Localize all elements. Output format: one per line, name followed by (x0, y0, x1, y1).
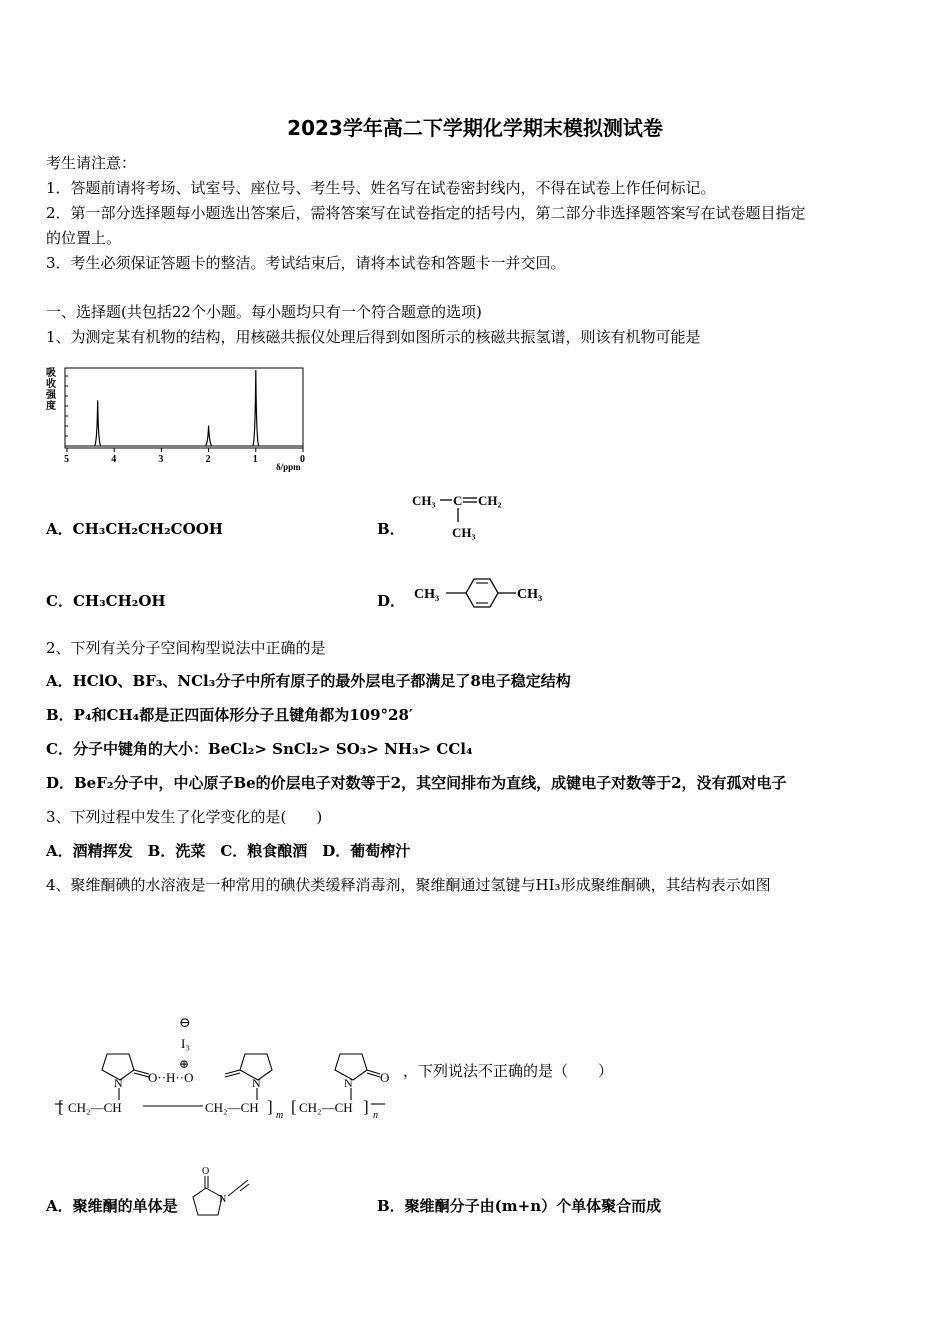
q4-monomer-structure (188, 1160, 260, 1220)
chart-frame (65, 368, 303, 448)
q2-stem: 2、下列有关分子空间构型说法中正确的是 (46, 639, 326, 657)
subscript-n: n (373, 1110, 378, 1121)
monomer-o: O (202, 1166, 210, 1177)
notice-item-2: 2．第一部分选择题每小题选出答案后，需将答案写在试卷指定的括号内，第二部分非选择题答案写在试卷题目指定 (46, 204, 806, 222)
chain-bracket-1: [ (58, 1097, 64, 1116)
x-tick-label: 4 (111, 454, 117, 465)
q4-question: ，下列说法不正确的是（ ） (403, 1062, 614, 1080)
ring3-o: O (380, 1070, 390, 1085)
struct-d-right: CH₃ (517, 587, 543, 602)
chain-segment-1: CH₂—CH (68, 1100, 122, 1115)
notice-item-3: 3．考生必须保证答题卡的整洁。考试结束后，请将本试卷和答题卡一并交回。 (46, 254, 566, 272)
chart-ylabel-2: 收 (46, 379, 56, 390)
nmr-peak (206, 425, 212, 446)
chart-ylabel-4: 度 (46, 401, 56, 412)
nmr-peak (253, 370, 259, 446)
struct-d-left: CH₃ (414, 587, 440, 602)
iodine-label: I₃ (181, 1036, 190, 1051)
x-tick-label: 0 (300, 454, 305, 465)
q3-options: A．酒精挥发 B．洗菜 C．粮食酿酒 D．葡萄榨汁 (46, 842, 411, 860)
q1-option-d-label: D． (377, 592, 406, 610)
q2-option-c: C．分子中键角的大小：BeCl₂> SnCl₂> SO₃> NH₃> CCl₄ (46, 740, 473, 758)
struct-b-right: CH₂ (478, 493, 502, 508)
struct-b-bottom: CH₃ (452, 525, 476, 540)
q4-option-b: B．聚维酮分子由(m+n）个单体聚合而成 (377, 1197, 662, 1215)
page-title: 2023学年高二下学期化学期末模拟测试卷 (287, 116, 663, 140)
x-tick-label: 2 (205, 454, 211, 465)
iodide-charge: ⊖ (179, 1016, 191, 1031)
chart-ylabel-1: 吸 (46, 368, 56, 379)
notice-item-1: 1．答题前请将考场、试室号、座位号、考生号、姓名写在试卷密封线内，不得在试卷上作任何标记。 (46, 179, 716, 197)
struct-b-left: CH₃ (412, 493, 436, 508)
ring1-n: N (114, 1076, 123, 1090)
ring2-n: N (252, 1076, 261, 1090)
nmr-peak (95, 400, 101, 446)
section-heading: 一、选择题(共包括22个小题。每小题均只有一个符合题意的选项) (46, 303, 482, 321)
chain-segment-2: CH₂—CH (205, 1100, 259, 1115)
hbond-label: O··H··O (148, 1070, 194, 1085)
chain-segment-3: CH₂—CH (299, 1100, 353, 1115)
q4-option-a: A．聚维酮的单体是 (46, 1197, 178, 1215)
q3-stem: 3、下列过程中发生了化学变化的是( ) (46, 808, 323, 826)
chain-bracket-2: ] (267, 1097, 273, 1116)
q1-option-d-structure (410, 572, 555, 614)
notice-heading: 考生请注意： (46, 154, 137, 172)
monomer-n: N (219, 1194, 227, 1205)
ring3-n: N (344, 1076, 353, 1090)
chain-bracket-4: ] (363, 1097, 369, 1116)
notice-item-2-cont: 的位置上。 (46, 229, 122, 247)
q1-option-b-structure (408, 486, 513, 546)
x-tick-label: 5 (64, 454, 69, 465)
q4-stem: 4、聚维酮碘的水溶液是一种常用的碘伏类缓释消毒剂，聚维酮通过氢键与HI₃形成聚维酮碘，其结构表示如图 (46, 876, 771, 894)
q2-option-d: D．BeF₂分子中，中心原子Be的价层电子对数等于2，其空间排布为直线，成键电子对数等于2，没有孤对电子 (46, 774, 787, 792)
subscript-m: m (276, 1110, 284, 1121)
x-tick-label: 1 (252, 454, 258, 465)
q1-option-b-label: B． (377, 520, 405, 538)
x-tick-label: 3 (158, 454, 164, 465)
nmr-spectrum-chart (40, 362, 330, 474)
chain-bracket-3: [ (291, 1097, 297, 1116)
q1-stem: 1、为测定某有机物的结构，用核磁共振仪处理后得到如图所示的核磁共振氢谱，则该有机物可能是 (46, 328, 701, 346)
povidone-iodine-structure (55, 1012, 415, 1122)
q1-option-a: A．CH₃CH₂CH₂COOH (46, 520, 223, 538)
q2-option-b: B．P₄和CH₄都是正四面体形分子且键角都为109°28′ (46, 706, 413, 724)
q2-option-a: A．HClO、BF₃、NCl₃分子中所有原子的最外层电子都满足了8电子稳定结构 (46, 672, 571, 690)
struct-b-center: C (453, 493, 463, 508)
chart-ylabel-3: 强 (46, 390, 56, 401)
cation-charge: ⊕ (179, 1057, 190, 1071)
q1-option-c: C．CH₃CH₂OH (46, 592, 166, 610)
chart-xlabel: δ/ppm (276, 462, 301, 472)
